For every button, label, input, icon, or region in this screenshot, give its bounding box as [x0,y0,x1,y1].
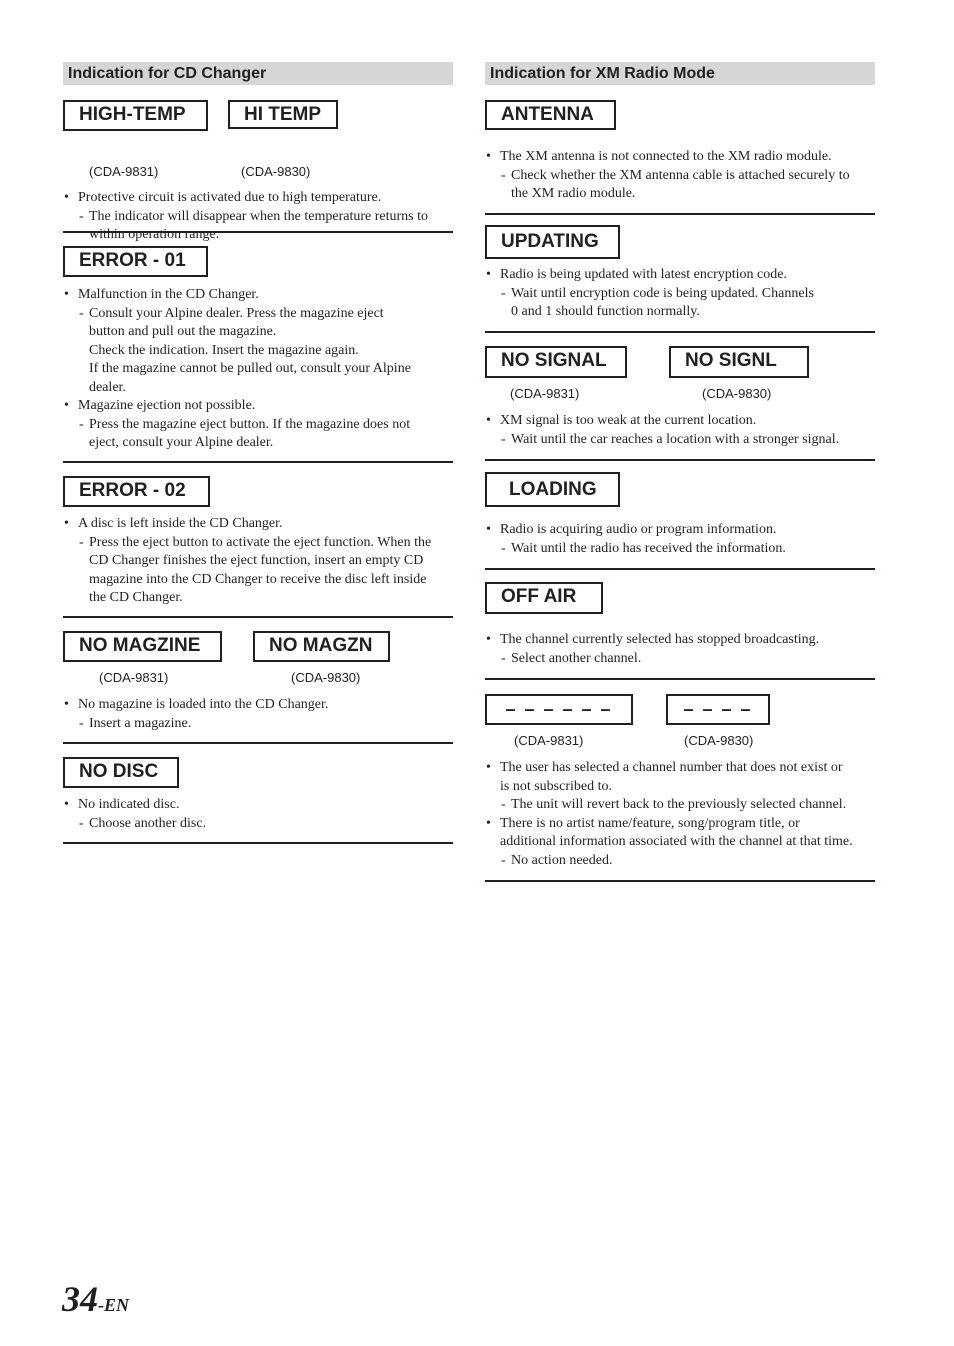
continued-line: 0 and 1 should function normally. [511,304,700,319]
description [485,631,875,668]
model-label: (CDA-9830) [702,386,772,401]
continued-line: is not subscribed to. [500,778,612,794]
display-indicator: ANTENNA [485,100,616,130]
entry-updating [485,215,875,333]
action-item: - Wait until the car reaches a location with a stronger signal. [485,431,875,450]
model-label: (CDA-9831) [514,733,584,748]
model-label: (CDA-9831) [89,164,159,179]
bullet-item: • Magazine ejection not possible. [63,397,453,416]
action-item: - Press the eject button to activate the eject function. When the [63,534,453,553]
action-item: - Wait until the radio has received the information. [485,540,875,559]
model-label: (CDA-9831) [99,670,169,685]
continued-line: If the magazine cannot be pulled out, consult your Alpine [89,361,411,376]
display-indicator: – – – – [666,694,770,725]
model-label: (CDA-9830) [241,164,311,179]
bullet-item: • The XM antenna is not connected to the XM radio module. [485,148,875,167]
continued-line: button and pull out the magazine. [89,324,277,339]
display-indicator: ERROR - 02 [63,476,210,507]
display-indicator: – – – – – – [485,694,633,725]
xm-radio-column [485,62,875,882]
entry-no-disc [63,744,453,844]
page-number [62,1278,129,1320]
continued-line: magazine into the CD Changer to receive the disc left inside [89,571,427,587]
bullet-item: • There is no artist name/feature, song/program title, or [485,815,875,834]
display-indicator: OFF AIR [485,582,603,614]
entry-loading [485,461,875,570]
bullet-item: • Protective circuit is activated due to high temperature. [63,189,453,208]
bullet-item: • A disc is left inside the CD Changer. [63,515,453,534]
description [485,412,875,449]
bullet-item: • XM signal is too weak at the current location. [485,412,875,431]
entry-off-air [485,570,875,680]
display-indicator: NO MAGZN [253,631,390,662]
continued-line: Check the indication. Insert the magazine again. [89,342,359,358]
cd-changer-column [63,62,453,844]
continued-line: the CD Changer. [89,590,183,605]
entry-error-02 [63,463,453,618]
action-item: - Check whether the XM antenna cable is attached securely to [485,167,875,186]
continued-line: eject, consult your Alpine dealer. [89,435,274,450]
entry-no-magzine [63,618,453,744]
action-item: - Consult your Alpine dealer. Press the magazine eject [63,305,453,324]
bullet-item: • The channel currently selected has stopped broadcasting. [485,631,875,650]
description [63,286,453,453]
continued-line: CD Changer finishes the eject function, insert an empty CD [89,553,424,568]
bullet-item: • The user has selected a channel number that does not exist or [485,759,875,778]
display-indicator: HI TEMP [228,100,338,129]
action-item: - Press the magazine eject button. If the magazine does not [63,416,453,435]
continued-line: additional information associated with the channel at that time. [500,834,853,849]
action-item: - The indicator will disappear when the temperature returns to [63,208,453,227]
model-label: (CDA-9830) [291,670,361,685]
description [485,521,875,558]
continued-line: the XM radio module. [511,186,636,201]
display-indicator: HIGH-TEMP [63,100,208,131]
entry-error-01 [63,233,453,463]
bullet-item: • No magazine is loaded into the CD Changer. [63,696,453,715]
bullet-item: • Radio is being updated with latest encryption code. [485,266,875,285]
display-indicator: NO MAGZINE [63,631,222,662]
display-indicator: NO SIGNAL [485,346,627,378]
description [485,148,875,204]
action-item: - Insert a magazine. [63,715,453,734]
section-heading-xm-radio: Indication for XM Radio Mode [485,62,875,85]
action-item: - Select another channel. [485,650,875,669]
display-indicator: LOADING [485,472,620,507]
bullet-item: • Malfunction in the CD Changer. [63,286,453,305]
continued-line: within operation range. [89,227,220,242]
display-indicator: NO SIGNL [669,346,809,378]
section-heading-cd-changer: Indication for CD Changer [63,62,453,85]
entry-high-temp [63,85,453,242]
display-indicator: NO DISC [63,757,179,788]
page-number-value: 34 [62,1279,98,1319]
action-item: - No action needed. [485,852,875,871]
bullet-item: • Radio is acquiring audio or program information. [485,521,875,540]
entry-no-signal [485,333,875,461]
description [63,696,453,733]
display-indicator: ERROR - 01 [63,246,208,277]
continued-line: dealer. [89,379,126,395]
description [63,515,453,608]
page-language-suffix: -EN [98,1295,129,1315]
model-label: (CDA-9830) [684,733,754,748]
description [485,266,875,322]
action-item: - The unit will revert back to the previously selected channel. [485,796,875,815]
entry-antenna [485,85,875,215]
description [63,796,453,833]
action-item: - Choose another disc. [63,815,453,834]
description [485,759,875,870]
bullet-item: • No indicated disc. [63,796,453,815]
display-indicator: UPDATING [485,225,620,259]
action-item: - Wait until encryption code is being updated. Channels [485,285,875,304]
model-label: (CDA-9831) [510,386,580,401]
entry-no-channel [485,680,875,882]
